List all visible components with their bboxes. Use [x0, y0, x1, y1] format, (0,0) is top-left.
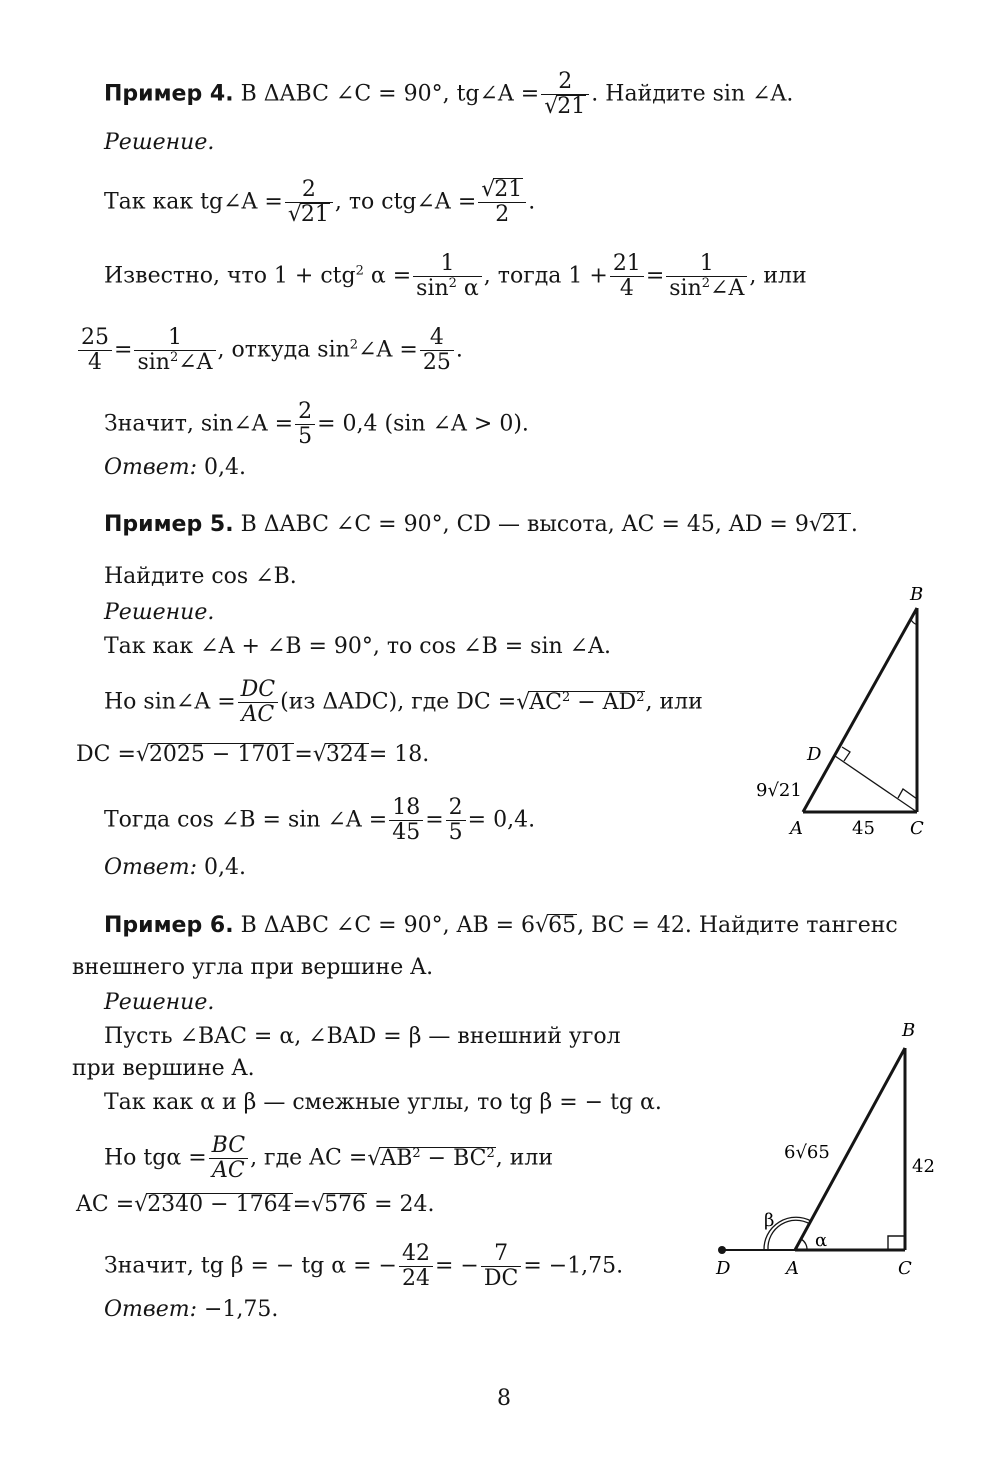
label-d: D	[807, 744, 822, 765]
ex5-solution-label: Решение.	[104, 600, 215, 625]
label-a: A	[786, 1258, 799, 1279]
label-alpha: α	[815, 1230, 828, 1251]
label-side-ad: 9√21	[756, 780, 802, 801]
fraction: $\frac{2}{5}$	[295, 400, 315, 449]
ex5-statement: Пример 5. В ΔABC ∠C = 90°, CD — высота, AC = 45, AD = 9√21.	[104, 512, 858, 537]
ex6-triangle-figure	[700, 1010, 960, 1290]
ex4-answer: Ответ: 0,4.	[104, 455, 246, 480]
label-beta: β	[764, 1210, 775, 1231]
fraction: $\frac{4}{25}$	[420, 326, 454, 375]
label-a: A	[790, 818, 803, 839]
right-angle-mark	[898, 789, 917, 799]
ex6-statement-2: внешнего угла при вершине A.	[72, 955, 434, 980]
label-side-ab: 6√65	[784, 1142, 830, 1163]
fraction: $\frac{BC}{AC}$	[209, 1134, 248, 1183]
page-number: 8	[497, 1386, 511, 1411]
ex5-question: Найдите cos ∠B.	[104, 564, 297, 589]
fraction: $\frac{√21}{2}$	[478, 178, 526, 227]
ex6-statement: Пример 6. В ΔABC ∠C = 90°, AB = 6√65, BC = 42. Найдите тангенс	[104, 913, 898, 938]
ex5-line-3: DC =√2025 − 1701=√324= 18.	[76, 742, 430, 767]
fraction: $\frac{DC}{AC}$	[238, 678, 278, 727]
ex6-line-4: Но tgα = $\frac{BC}{AC}$ , где AC $=√AB^2 - BC^2$, или	[104, 1133, 554, 1183]
ex5-heading: Пример 5.	[104, 512, 234, 537]
ex4-statement: Пример 4. В ΔABC ∠C = 90°, tg∠A = $\frac{2}{√21}$ . Найдите sin ∠A.	[104, 69, 794, 119]
ex6-answer: Ответ: −1,75.	[104, 1297, 279, 1322]
ex5-triangle-figure	[740, 580, 960, 850]
ex5-line-1: Так как ∠A + ∠B = 90°, то cos ∠B = sin ∠A.	[104, 634, 611, 659]
label-d: D	[716, 1258, 731, 1279]
fraction: $\frac{1}{\sin^2\angle A}$	[666, 252, 747, 301]
ex6-line-5: AC =√2340 − 1764=√576 = 24.	[76, 1192, 435, 1217]
label-side-bc: 42	[912, 1156, 935, 1177]
fraction: $\frac{18}{45}$	[389, 796, 423, 845]
fraction: $\frac{1}{\sin^2\angle A}$	[134, 326, 215, 375]
ex4-line-1: Так как tg∠A = $\frac{2}{√21}$ , то ctg∠A = $\frac{√21}{2}$ .	[104, 177, 536, 227]
ex6-heading: Пример 6.	[104, 913, 234, 938]
alpha-arc	[801, 1239, 807, 1250]
ex6-line-6: Значит, tg β = − tg α = − $\frac{42}{24}$ = − $\frac{7}{DC}$ = −1,75.	[104, 1241, 624, 1291]
ex4-line-3: $\frac{25}{4}$ = $\frac{1}{\sin^2\angle A}$ , откуда $\sin^2\angle A$ = $\frac{4}{25}$ .	[76, 326, 463, 375]
fraction: $\frac{2}{√21}$	[541, 70, 589, 119]
ex4-heading: Пример 4.	[104, 81, 234, 107]
fraction: $\frac{1}{\sin^2 \alpha}$	[413, 252, 482, 301]
label-b: B	[902, 1020, 916, 1041]
right-angle-mark	[888, 1236, 905, 1250]
ex4-line-2: Известно, что 1 + ctg$^2$ α = $\frac{1}{\sin^2 \alpha}$ , тогда 1 + $\frac{21}{4}$ = $\frac{1}{\sin^2\angle A}$ , или	[104, 251, 807, 301]
ex6-line-1: Пусть ∠BAC = α, ∠BAD = β — внешний угол	[104, 1024, 621, 1049]
label-c: C	[898, 1258, 912, 1279]
fraction: $\frac{25}{4}$	[78, 326, 112, 375]
fraction: $\frac{42}{24}$	[399, 1242, 433, 1291]
fraction: $\frac{2}{√21}$	[285, 178, 333, 227]
ex4-line-4: Значит, sin∠A = $\frac{2}{5}$ = 0,4 (sin ∠A > 0).	[104, 399, 529, 449]
side-ab	[803, 608, 917, 812]
ex6-line-3: Так как α и β — смежные углы, то tg β = − tg α.	[104, 1090, 662, 1115]
label-side-ac: 45	[852, 818, 875, 839]
fraction: $\frac{7}{DC}$	[481, 1242, 521, 1291]
fraction: $\frac{2}{5}$	[446, 796, 466, 845]
point-d	[718, 1246, 726, 1254]
label-b: B	[910, 584, 924, 605]
label-c: C	[910, 818, 924, 839]
altitude-cd	[835, 756, 917, 812]
ex4-solution-label: Решение.	[104, 130, 215, 155]
fraction: $\frac{21}{4}$	[610, 252, 644, 301]
right-angle-mark-d	[842, 747, 850, 761]
ex5-line-4: Тогда cos ∠B = sin ∠A = $\frac{18}{45}$ = $\frac{2}{5}$ = 0,4.	[104, 795, 536, 845]
ex5-line-2: Но sin∠A = $\frac{DC}{AC}$ (из ΔADC), где DC $=√AC^2 - AD^2$, или	[104, 677, 703, 727]
ex6-line-2: при вершине A.	[72, 1056, 255, 1081]
ex6-solution-label: Решение.	[104, 990, 215, 1015]
ex5-answer: Ответ: 0,4.	[104, 855, 246, 880]
